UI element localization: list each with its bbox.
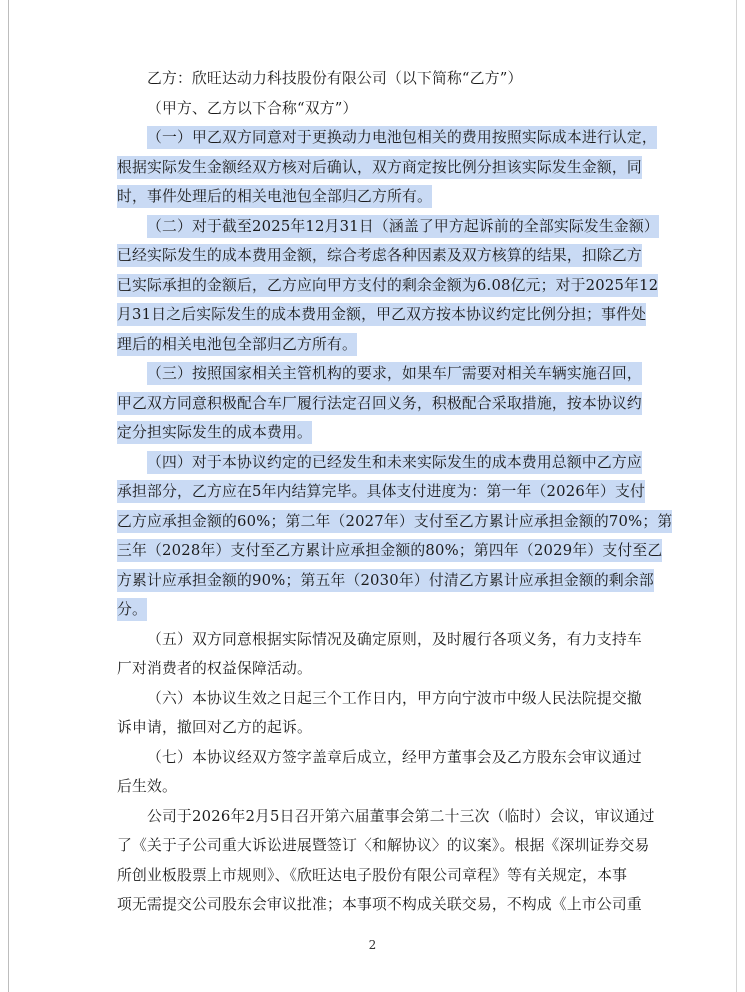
paragraph-both-parties xyxy=(117,94,644,124)
line-text: 公司于2026年2月5日召开第六届董事会第二十三次（临时）会议，审议通过 xyxy=(147,807,655,825)
text-line xyxy=(117,861,644,891)
line-text: 厂对消费者的权益保障活动。 xyxy=(117,660,312,677)
text-line xyxy=(117,595,644,625)
highlighted-text: 已经实际发生的成本费用金额，综合考虑各种因素及双方核算的结果，扣除乙方 xyxy=(117,244,642,267)
text-line xyxy=(117,536,663,566)
text-line xyxy=(117,802,655,832)
highlighted-text: 月31日之后实际发生的成本费用金额，甲乙双方按本协议约定比例分担；事件处 xyxy=(117,303,646,326)
text-line xyxy=(117,654,644,684)
text-line xyxy=(117,330,644,360)
text-line xyxy=(117,212,659,242)
paragraph-party-b xyxy=(117,64,644,94)
text-line xyxy=(117,831,650,861)
paragraph-clause-1 xyxy=(117,123,657,212)
text-line xyxy=(117,389,644,419)
highlighted-text: 方累计应承担金额的90%；第五年（2030年）付清乙方累计应承担金额的剩余部 xyxy=(117,569,654,592)
text-line xyxy=(117,182,644,212)
highlighted-text: （一）甲乙双方同意对于更换动力电池包相关的费用按照实际成本进行认定， xyxy=(147,126,657,149)
highlighted-text: （三）按照国家相关主管机构的要求，如果车厂需要对相关车辆实施召回， xyxy=(147,362,642,385)
text-line xyxy=(117,359,644,389)
paragraph-clause-5 xyxy=(117,625,644,684)
highlighted-text: 时，事件处理后的相关电池包全部归乙方所有。 xyxy=(117,185,432,208)
highlighted-text: （二）对于截至2025年12月31日（涵盖了甲方起诉前的全部实际发生金额） xyxy=(147,215,659,238)
highlighted-text: 甲乙双方同意积极配合车厂履行法定召回义务，积极配合采取措施，按本协议约 xyxy=(117,392,642,415)
page-edge-right xyxy=(736,0,737,992)
text-line xyxy=(117,507,673,537)
text-line xyxy=(117,448,644,478)
line-text: 乙方：欣旺达动力科技股份有限公司（以下简称“乙方”） xyxy=(147,70,523,87)
text-line xyxy=(117,153,644,183)
highlighted-text: 乙方应承担金额的60%；第二年（2027年）支付至乙方累计应承担金额的70%；第 xyxy=(117,510,672,533)
text-line xyxy=(117,94,644,124)
line-text: 项无需提交公司股东会审议批准；本事项不构成关联交易，不构成《上市公司重 xyxy=(117,896,642,913)
text-line xyxy=(117,123,657,153)
text-line xyxy=(117,772,644,802)
document-body xyxy=(117,64,673,920)
text-line xyxy=(117,241,644,271)
line-text: 诉申请，撤回对乙方的起诉。 xyxy=(117,719,312,736)
line-text: （七）本协议经双方签字盖章后成立，经甲方董事会及乙方股东会审议通过 xyxy=(147,748,642,766)
highlighted-text: 定分担实际发生的成本费用。 xyxy=(117,421,312,444)
paragraph-board-meeting xyxy=(117,802,655,920)
line-text: （五）双方同意根据实际情况及确定原则，及时履行各项义务，有力支持车 xyxy=(147,630,642,648)
line-text: （六）本协议生效之日起三个工作日内，甲方向宁波市中级人民法院提交撤 xyxy=(147,689,642,707)
line-text: 所创业板股票上市规则》、《欣旺达电子股份有限公司章程》等有关规定，本事 xyxy=(117,866,628,884)
paragraph-clause-4 xyxy=(117,448,673,625)
highlighted-text: 理后的相关电池包全部归乙方所有。 xyxy=(117,333,357,356)
line-text: （甲方、乙方以下合称“双方”） xyxy=(147,99,358,117)
text-line xyxy=(117,477,644,507)
paragraph-clause-7 xyxy=(117,743,644,802)
highlighted-text: 分。 xyxy=(117,598,147,621)
page-edge-left xyxy=(8,0,9,992)
text-line xyxy=(117,890,644,920)
text-line xyxy=(117,684,644,714)
paragraph-clause-6 xyxy=(117,684,644,743)
line-text: 了《关于子公司重大诉讼进展暨签订〈和解协议〉的议案》。根据《深圳证券交易 xyxy=(117,837,650,854)
highlighted-text: 承担部分，乙方应在5年内结算完毕。具体支付进度为：第一年（2026年）支付 xyxy=(117,480,645,503)
highlighted-text: 已实际承担的金额后，乙方应向甲方支付的剩余金额为6.08亿元；对于2025年12 xyxy=(117,274,658,297)
page-number: 2 xyxy=(368,938,377,952)
highlighted-text: 三年（2028年）支付至乙方累计应承担金额的80%；第四年（2029年）支付至乙 xyxy=(117,539,662,562)
line-text: 后生效。 xyxy=(117,778,177,795)
text-line xyxy=(117,566,654,596)
paragraph-clause-2 xyxy=(117,212,659,360)
text-line xyxy=(117,300,647,330)
text-line xyxy=(117,271,659,301)
highlighted-text: （四）对于本协议约定的已经发生和未来实际发生的成本费用总额中乙方应 xyxy=(147,451,642,474)
text-line xyxy=(117,743,644,773)
highlighted-text: 根据实际发生金额经双方核对后确认，双方商定按比例分担该实际发生金额，同 xyxy=(117,156,642,179)
text-line xyxy=(117,625,644,655)
text-line xyxy=(117,713,644,743)
text-line xyxy=(117,64,644,94)
paragraph-clause-3 xyxy=(117,359,644,448)
text-line xyxy=(117,418,644,448)
